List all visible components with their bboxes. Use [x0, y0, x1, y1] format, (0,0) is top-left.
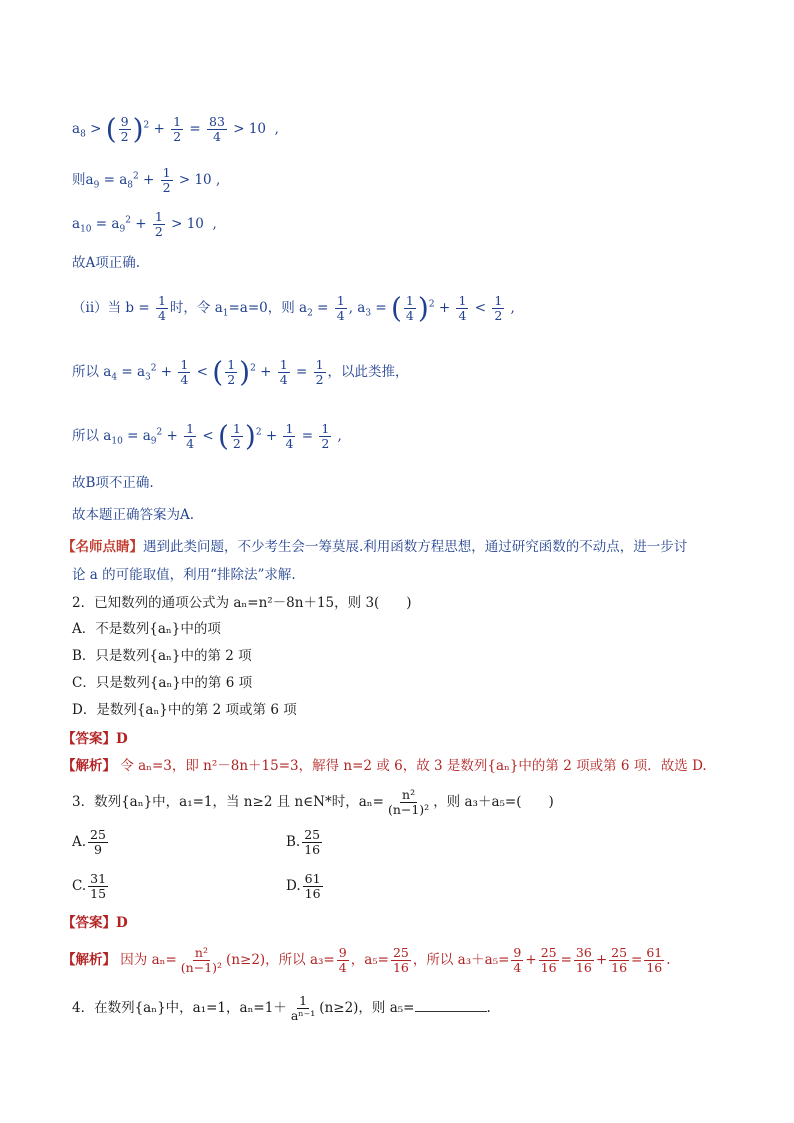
q2-analysis-label: 【解析】 [62, 758, 116, 774]
tip-label: 【名师点睛】 [62, 539, 143, 555]
line-concl-b: 故B项不正确. [72, 475, 154, 491]
q2-stem: 2．已知数列的通项公式为 aₙ=n²－8n＋15，则 3( ) [72, 595, 412, 611]
line-a8: $a_8$ > ( $\frac{9}{2}$ )$^2$ + $\frac{1}{2}$ = $\frac{83}{4}$ > 10 , [72, 112, 279, 146]
line-concl-a: 故A项正确. [72, 255, 141, 271]
line-a10: $a_{10} = a_9^2$ + $\frac{1}{2}$ > 10 , [72, 209, 217, 239]
line-a10b: 所以 $a_{10} = a_9^2$ + $\frac{1}{4}$ < ( $\frac{1}{2}$ )$^2$ + $\frac{1}{4}$ = $\frac{1}{2}$ , [72, 419, 342, 453]
tip-line-1 [62, 538, 687, 556]
q3-option-a: A. $\frac{25}{9}$ [72, 827, 106, 857]
line-final: 故本题正确答案为A. [72, 507, 195, 523]
q3-option-c: C. $\frac{31}{15}$ [72, 871, 107, 901]
tip-text-1: 遇到此类问题，不少考生会一筹莫展.利用函数方程思想，通过研究函数的不动点，进一步讨 [143, 539, 688, 555]
q3-option-b: B. $\frac{25}{16}$ [286, 827, 321, 857]
q3-stem: 3．数列{aₙ}中，a₁=1，当 n≥2 且 n∈N*时，aₙ= $\frac{\text{n²}}{\text{(n−1)²}}$ ，则 a₃＋a₅=( ) [72, 787, 554, 817]
q2-analysis [62, 757, 707, 775]
line-a4: 所以 $a_4 = a_3^2$ + $\frac{1}{4}$ < ( $\frac{1}{2}$ )$^2$ + $\frac{1}{4}$ = $\frac{1}{2}$ ，以此类推， [72, 355, 409, 389]
q2-option-a: A．不是数列{aₙ}中的项 [72, 621, 221, 637]
q3-analysis-label: 【解析】 [62, 952, 116, 968]
q3-option-d: D. $\frac{61}{16}$ [286, 871, 321, 901]
q3-analysis [62, 946, 671, 975]
q3-analysis-text: 因为 aₙ= $\frac{\text{n²}}{\text{(n−1)²}}$ (n≥2)，所以 a₃= $\frac{9}{4}$ ，a₅= $\frac{25}{16}$ ，所以 a₃＋a₅= $\frac{9}{4}$ + $\frac{25}{16}$ = $\frac{36}{16}$ + $\frac{25}{16}$ = $\frac{61}{16}$ . [120, 945, 671, 975]
q2-answer: 【答案】D [62, 731, 128, 747]
q2-option-c: C．只是数列{aₙ}中的第 6 项 [72, 675, 253, 691]
q2-analysis-text: 令 aₙ=3，即 n²－8n＋15=3，解得 n=2 或 6，故 3 是数列{aₙ}中的第 2 项或第 6 项．故选 D. [120, 758, 707, 774]
q4-stem: 4．在数列{aₙ}中，a₁=1，aₙ=1＋ $\frac{1}{\text{aⁿ⁻¹}}$ (n≥2)，则 a₅= . [72, 993, 491, 1023]
q4-answer-blank[interactable] [415, 997, 487, 1012]
line-case-ii: （ii）当 b = $\frac{1}{4}$ 时，令 $a_1=a=0$，则 $a_2$ = $\frac{1}{4}$ , $a_3$ = ( $\frac{1}{4}$ )$^2$ + $\frac{1}{4}$ < $\frac{1}{2}$ , [72, 291, 515, 325]
q3-answer: 【答案】D [62, 915, 128, 931]
q2-option-b: B．只是数列{aₙ}中的第 2 项 [72, 648, 252, 664]
tip-line-2: 论 a 的可能取值，利用“排除法”求解. [72, 567, 296, 583]
q2-option-d: D．是数列{aₙ}中的第 2 项或第 6 项 [72, 702, 297, 718]
line-a9: 则$a_9 = a_8^2$ + $\frac{1}{2}$ > 10 , [72, 165, 221, 195]
